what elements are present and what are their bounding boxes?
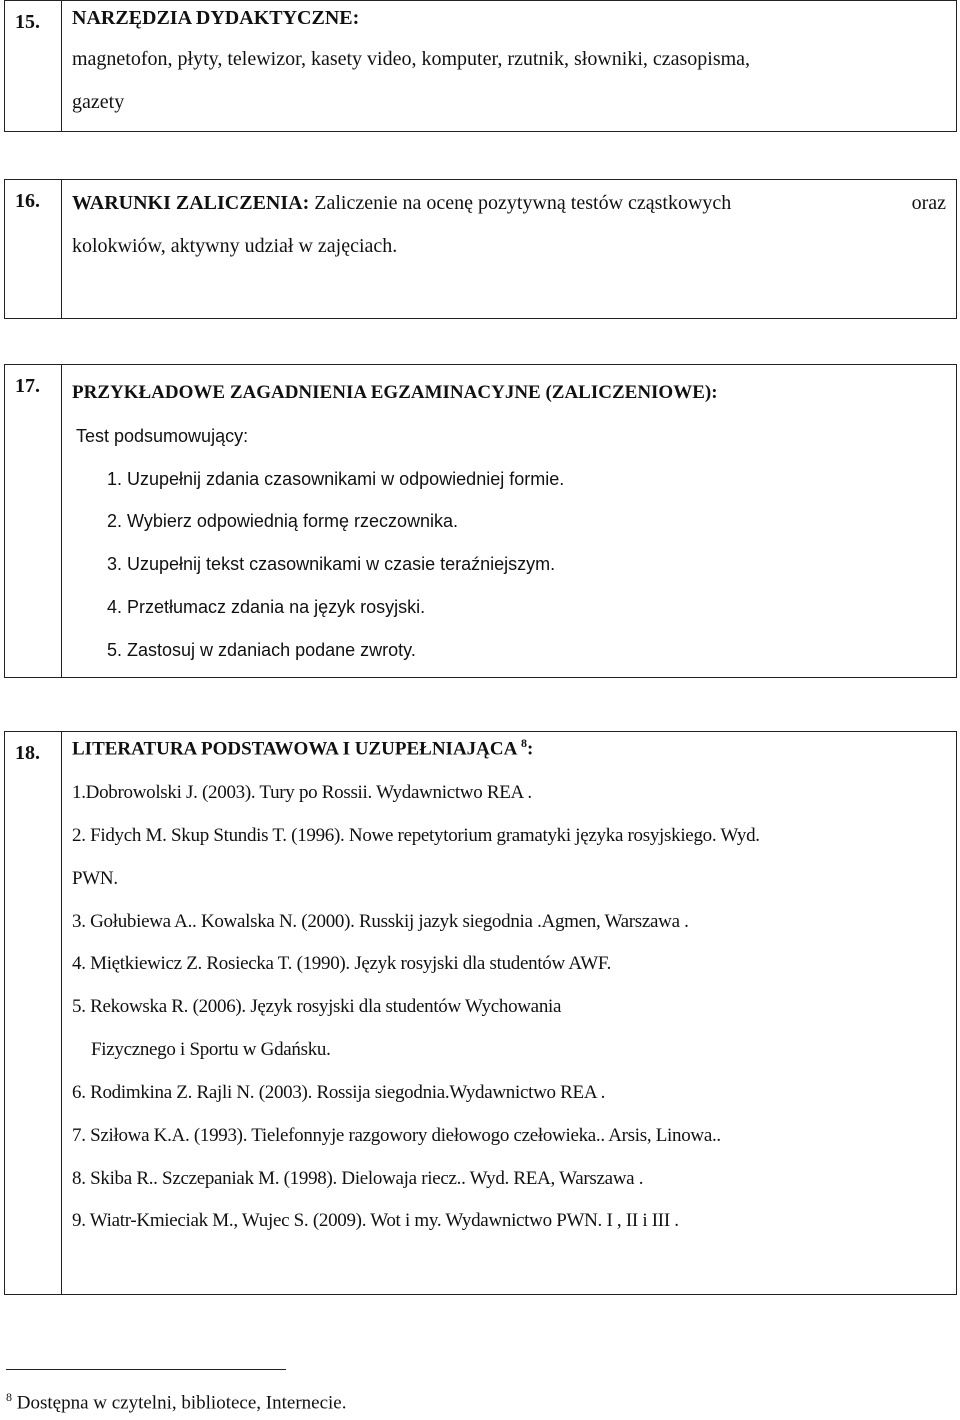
bibliography-item: Fizycznego i Sportu w Gdańsku. <box>91 1039 331 1060</box>
section-number: 18. <box>5 732 62 1294</box>
heading-suffix: : <box>527 738 534 760</box>
footnote-text: Dostępna w czytelni, bibliotece, Internecie. <box>16 1392 347 1414</box>
bibliography-item: 4. Miętkiewicz Z. Rosiecka T. (1990). Język rosyjski dla studentów AWF. <box>72 953 612 974</box>
list-item: 1. Uzupełnij zdania czasownikami w odpowiedniej formie. <box>107 469 565 489</box>
section-text-line: gazety <box>72 91 125 113</box>
section-content <box>62 1 956 131</box>
section-15 <box>4 0 957 132</box>
list-item: 4. Przetłumacz zdania na język rosyjski. <box>107 597 426 617</box>
bibliography-item: 7. Sziłowa K.A. (1993). Tielefonnyje razgowory diełowogo czełowieka.. Arsis, Linowa.. <box>72 1125 721 1146</box>
list-item: 3. Uzupełnij tekst czasownikami w czasie teraźniejszym. <box>107 554 556 574</box>
section-subheading: Test podsumowujący: <box>76 426 249 446</box>
section-heading: NARZĘDZIA DYDAKTYCZNE: <box>72 7 360 29</box>
section-heading-line <box>72 736 533 760</box>
section-number: 15. <box>5 1 62 131</box>
footnote-divider <box>6 1369 286 1370</box>
footnote-marker: 8 <box>6 1390 12 1404</box>
section-first-line <box>72 192 731 215</box>
list-item: 2. Wybierz odpowiednią formę rzeczownika. <box>107 511 458 531</box>
bibliography-item: 2. Fidych M. Skup Stundis T. (1996). Nowe repetytorium gramatyki języka rosyjskiego. Wyd. <box>72 825 760 846</box>
bibliography-item: 1.Dobrowolski J. (2003). Tury po Rossii. Wydawnictwo REA . <box>72 782 532 803</box>
section-number: 16. <box>5 180 62 318</box>
section-16 <box>4 179 957 319</box>
section-text: Zaliczenie na ocenę pozytywną testów cząstkowych <box>314 192 732 214</box>
section-18 <box>4 731 957 1295</box>
section-heading: LITERATURA PODSTAWOWA I UZUPEŁNIAJĄCA <box>72 738 517 760</box>
section-text-end: oraz <box>911 192 946 214</box>
bibliography-item: 5. Rekowska R. (2006). Język rosyjski dla studentów Wychowania <box>72 996 562 1017</box>
footnote <box>6 1390 346 1414</box>
section-content <box>62 365 956 677</box>
bibliography-item: 8. Skiba R.. Szczepaniak M. (1998). Dielowaja riecz.. Wyd. REA, Warszawa . <box>72 1168 644 1189</box>
section-content <box>62 180 956 318</box>
bibliography-item: 6. Rodimkina Z. Rajli N. (2003). Rossija siegodnia.Wydawnictwo REA . <box>72 1082 606 1103</box>
list-item: 5. Zastosuj w zdaniach podane zwroty. <box>107 640 416 660</box>
bibliography-item: PWN. <box>72 868 118 889</box>
footnote-reference: 8 <box>521 736 528 750</box>
section-heading: PRZYKŁADOWE ZAGADNIENIA EGZAMINACYJNE (ZALICZENIOWE): <box>72 382 718 403</box>
section-text-line: magnetofon, płyty, telewizor, kasety video, komputer, rzutnik, słowniki, czasopisma, <box>72 48 751 70</box>
bibliography-item: 9. Wiatr-Kmieciak M., Wujec S. (2009). Wot i my. Wydawnictwo PWN. I , II i III . <box>72 1210 679 1231</box>
section-content <box>62 732 956 1294</box>
section-heading: WARUNKI ZALICZENIA: <box>72 192 310 214</box>
section-number: 17. <box>5 365 62 677</box>
bibliography-item: 3. Gołubiewa A.. Kowalska N. (2000). Russkij jazyk siegodnia .Agmen, Warszawa . <box>72 911 689 932</box>
section-17 <box>4 364 957 678</box>
section-text-line: kolokwiów, aktywny udział w zajęciach. <box>72 235 398 257</box>
